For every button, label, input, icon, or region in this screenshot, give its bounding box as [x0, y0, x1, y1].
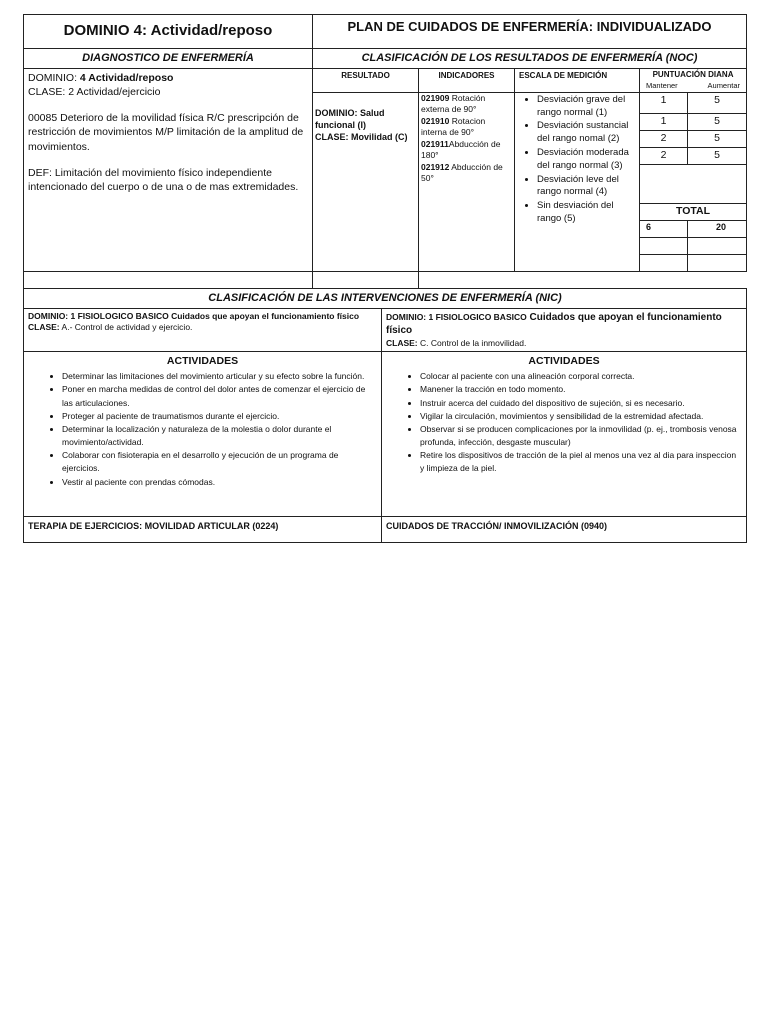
diagnosis-definition: DEF: Limitación del movimiento físico independiente intencionado del cuerpo o de una o de mas extremidades. — [28, 166, 299, 193]
scale-item: • Desviación leve del rango normal (4) — [537, 174, 637, 200]
score-maintain-1: 1 — [640, 92, 688, 113]
scale-item: • Sin desviación del rango (5) — [537, 200, 637, 226]
col-header-result: RESULTADO — [313, 68, 419, 92]
activity-item: • Manener la tracción en todo momento. — [420, 383, 742, 396]
activity-item: • Observar si se producen complicaciones por la inmovilidad (p. ej., trombosis venosa profunda, infección, desgaste muscular) — [420, 423, 742, 449]
indicator-item: 021912 Abducción de 50° — [421, 161, 503, 184]
total-increase: 20 — [688, 220, 747, 237]
total-maintain-spacer — [24, 271, 313, 288]
scale-item: • Desviación sustancial del rango nomal (2) — [537, 120, 637, 146]
activity-item: • Poner en marcha medidas de control del dolor antes de comenzar el ejercicio de las articulaciones. — [62, 383, 377, 409]
domain-title: DOMINIO 4: Actividad/reposo — [24, 15, 313, 49]
diagnosis-domain-line — [28, 71, 308, 85]
noc-result-cell — [313, 92, 419, 271]
activity-item: • Vestir al paciente con prendas cómodas. — [62, 476, 377, 489]
maintain-label: Mantener — [646, 80, 678, 90]
plan-title: PLAN DE CUIDADOS DE ENFERMERÍA: INDIVIDUALIZADO — [313, 15, 747, 49]
diagnosis-text: 00085 Deterioro de la movilidad física R/C prescripción de restricción de movimientos M/P limitación de la amplitud de movimientos. — [28, 112, 304, 153]
noc-section-header: CLASIFICACIÓN DE LOS RESULTADOS DE ENFERMERÍA (NOC) — [313, 49, 747, 69]
nic-left-activities — [24, 352, 382, 517]
col-header-scale: ESCALA DE MEDICIÓN — [515, 68, 640, 92]
activity-item: • Colaborar con fisioterapia en el desarrollo y ejecución de un programa de ejercicios. — [62, 449, 377, 475]
diagnosis-section-header: DIAGNOSTICO DE ENFERMERÍA — [24, 49, 313, 69]
noc-result-class: CLASE: Movilidad (C) — [315, 132, 408, 143]
activity-item: • Colocar al paciente con una alineación corporal correcta. — [420, 370, 742, 383]
indicator-item: 021910 Rotacion interna de 90° — [421, 115, 486, 138]
indicator-item: 021909 Rotación externa de 90° — [421, 92, 486, 115]
nic-right-activity-list — [386, 370, 742, 475]
score-maintain-4: 2 — [640, 147, 688, 164]
nic-right-header — [382, 308, 747, 351]
score-subheaders — [640, 81, 746, 91]
score-increase-2: 5 — [688, 113, 747, 130]
scale-item: • Desviación grave del rango normal (1) — [537, 94, 637, 120]
diagnosis-domain-value: 4 Actividad/reposo — [79, 71, 174, 84]
score-maintain-2: 1 — [640, 113, 688, 130]
noc-result-domain: DOMINIO: Salud funcional (I) — [315, 107, 385, 130]
noc-indicators-cell — [419, 92, 515, 271]
nic-right-activities — [382, 352, 747, 517]
diagnosis-cell — [24, 68, 313, 271]
total-increase-spacer — [688, 254, 747, 271]
care-plan-top-table — [23, 14, 747, 289]
score-maintain-3: 2 — [640, 130, 688, 147]
score-empty-row — [640, 164, 747, 203]
diagnosis-domain-label: DOMINIO: — [28, 71, 77, 84]
activity-item: • Retire los dispositivos de tracción de la piel al menos una vez al dia para inspeccion y limpieza de la piel. — [420, 449, 742, 475]
diagnosis-class: CLASE: 2 Actividad/ejercicio — [28, 86, 161, 99]
score-increase-4: 5 — [688, 147, 747, 164]
activity-item: • Determinar la localización y naturaleza de la molestia o dolor durante el movimiento/actividad. — [62, 423, 377, 449]
score-increase-3: 5 — [688, 130, 747, 147]
nic-left-header — [24, 308, 382, 351]
scale-item: • Desviación moderada del rango normal (3) — [537, 147, 637, 173]
nic-left-activities-title: ACTIVIDADES — [166, 355, 239, 368]
nic-left-domain: DOMINIO: 1 FISIOLOGICO BASICO Cuidados que apoyan el funcionamiento físico — [28, 310, 360, 321]
activity-item: • Proteger al paciente de traumatismos durante el ejercicio. — [62, 410, 377, 423]
scale-list — [517, 94, 637, 226]
activity-item: • Vigilar la circulación, movimientos y sensibilidad de la estremidad afectada. — [420, 410, 742, 423]
activity-item: • Determinar las limitaciones del movimiento articular y su efecto sobre la función. — [62, 370, 377, 383]
care-plan-document — [23, 14, 746, 543]
nic-left-footer: TERAPIA DE EJERCICIOS: MOVILIDAD ARTICULAR (0224) — [24, 517, 382, 543]
nic-right-class: CLASE: C. Control de la inmovilidad. — [386, 337, 527, 348]
col-header-score — [640, 68, 747, 92]
nic-table — [23, 288, 747, 543]
score-increase-1: 5 — [688, 92, 747, 113]
total-increase-spacer — [313, 271, 419, 288]
nic-left-activity-list — [28, 370, 377, 489]
total-maintain-spacer — [640, 237, 688, 254]
total-increase-spacer — [688, 237, 747, 254]
nic-right-footer: CUIDADOS DE TRACCIÓN/ INMOVILIZACIÓN (0940) — [382, 517, 747, 543]
nic-left-class: CLASE: A.- Control de actividad y ejercicio. — [28, 322, 193, 333]
noc-scale-cell — [515, 92, 640, 271]
total-maintain-spacer — [640, 254, 688, 271]
nic-right-activities-title: ACTIVIDADES — [528, 355, 600, 368]
score-title: PUNTUACIÓN DIANA — [652, 69, 734, 79]
increase-label: Aumentar — [707, 80, 741, 90]
col-header-indicators: INDICADORES — [419, 68, 515, 92]
activity-item: • Instruir acerca del cuidado del dispositivo de sujeción, si es necesario. — [420, 397, 742, 410]
indicator-item: 021911Abducción de 180° — [421, 138, 501, 161]
total-maintain: 6 — [640, 220, 688, 237]
nic-section-header: CLASIFICACIÓN DE LAS INTERVENCIONES DE ENFERMERÍA (NIC) — [24, 288, 747, 308]
nic-right-domain: DOMINIO: 1 FISIOLOGICO BASICO Cuidados que apoyan el funcionamiento físico — [386, 311, 722, 337]
total-label: TOTAL — [640, 203, 747, 220]
